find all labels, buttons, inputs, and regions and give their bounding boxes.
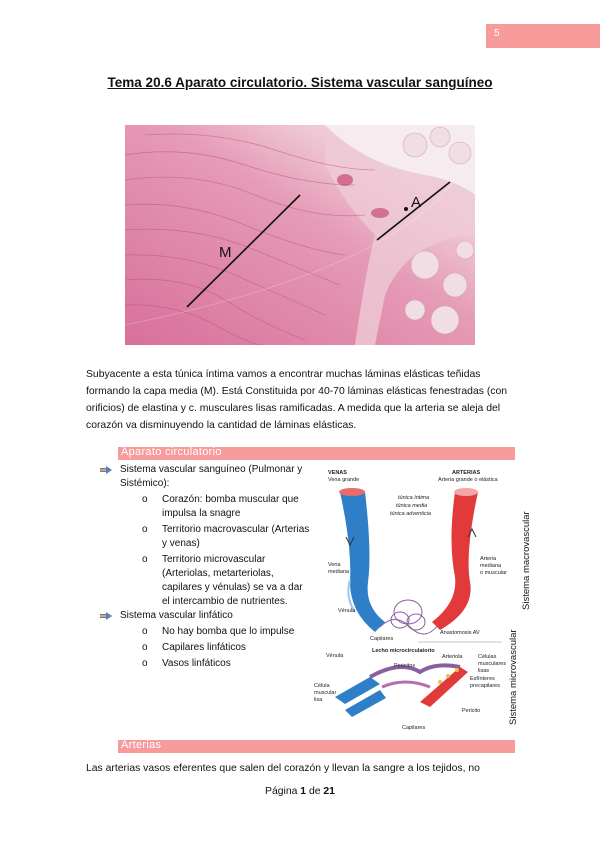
svg-text:Esfínteres: Esfínteres [470, 676, 495, 682]
svg-text:Vena grande: Vena grande [328, 477, 360, 483]
label-m: M [219, 244, 232, 261]
paragraph-capa-media: Subyacente a esta túnica íntima vamos a encontrar muchas láminas elásticas teñidas formando la capa media (M). Está Constituida por 40-70 láminas elásticas fenestradas (con orificios) de elastina y c. musculares lisas ramificadas. A medida que la arteria se aleja del corazón va disminuyendo la cantidad de láminas elásticas. [86, 369, 508, 431]
svg-text:mediana: mediana [480, 563, 502, 569]
list-item: Sistema vascular linfático [100, 609, 310, 623]
page-number: 5 [494, 28, 500, 39]
side-label-microvascular: Sistema microvascular [508, 629, 519, 725]
list-subitem: o Corazón: bomba muscular que impulsa la snagre [142, 494, 299, 519]
svg-text:precapilares: precapilares [470, 683, 500, 689]
list-subitem: o Territorio microvascular (Arteriolas, metarteriolas, capilares y vénulas) se va a dar el intercambio de nutrientes. [142, 554, 303, 607]
svg-text:lisas: lisas [478, 668, 490, 674]
list-subitem: o Vasos linfáticos [142, 658, 231, 669]
page-footer: Página 1 de 21 [265, 786, 335, 797]
vascular-diagram [310, 462, 510, 740]
svg-text:túnica adventicia: túnica adventicia [390, 511, 431, 517]
bullet-arrow-icon [100, 466, 112, 474]
svg-text:Vénula: Vénula [326, 653, 344, 659]
svg-text:Pericitos: Pericitos [394, 663, 416, 669]
section-title: Aparato circulatorio [121, 446, 222, 458]
svg-text:Arteria grande o elástica: Arteria grande o elástica [438, 477, 498, 483]
svg-text:Lecho microcirculatorio: Lecho microcirculatorio [372, 648, 435, 654]
svg-text:Arteria: Arteria [480, 556, 497, 562]
list-subitem: o Territorio macrovascular (Arterias y venas) [142, 524, 310, 549]
section-header-aparato-circulatorio [118, 447, 515, 460]
svg-text:Capilares: Capilares [402, 725, 426, 731]
svg-text:Anastomosis AV: Anastomosis AV [440, 630, 480, 636]
side-label-macrovascular: Sistema macrovascular [521, 511, 532, 610]
histology-micrograph [125, 125, 475, 345]
svg-text:lisa: lisa [314, 697, 323, 703]
list-subitem: o Capilares linfáticos [142, 642, 246, 653]
svg-text:mediana: mediana [328, 569, 350, 575]
arterias-label: ARTERIAS [452, 470, 481, 476]
svg-text:túnica íntima: túnica íntima [398, 495, 430, 501]
section-header-arterias [118, 740, 515, 753]
bullet-arrow-icon [100, 612, 112, 620]
svg-text:Célula: Célula [314, 683, 330, 689]
section-title: Arterias [121, 739, 162, 751]
list-subitem: o No hay bomba que lo impulse [142, 626, 295, 637]
svg-text:Vénula: Vénula [338, 608, 356, 614]
svg-text:musculares: musculares [478, 661, 507, 667]
svg-text:Capilares: Capilares [370, 636, 394, 642]
label-a: A [411, 194, 422, 211]
list-item: Sistema vascular sanguíneo (Pulmonar y Sistémico): [100, 463, 310, 491]
svg-text:Células: Células [478, 654, 497, 660]
page-title: Tema 20.6 Aparato circulatorio. Sistema vascular sanguíneo [107, 75, 493, 90]
svg-text:Arteriola: Arteriola [442, 654, 463, 660]
svg-text:o muscular: o muscular [480, 570, 507, 576]
svg-text:Pericito: Pericito [462, 708, 481, 714]
bullet-list [100, 463, 310, 671]
svg-text:Vena: Vena [328, 562, 341, 568]
page-number-tab [486, 24, 600, 48]
svg-text:muscular: muscular [314, 690, 337, 696]
venas-label: VENAS [328, 470, 347, 476]
paragraph-arterias: Las arterias vasos eferentes que salen del corazón y llevan la sangre a los tejidos, no [86, 763, 480, 774]
svg-text:túnica media: túnica media [396, 503, 428, 509]
